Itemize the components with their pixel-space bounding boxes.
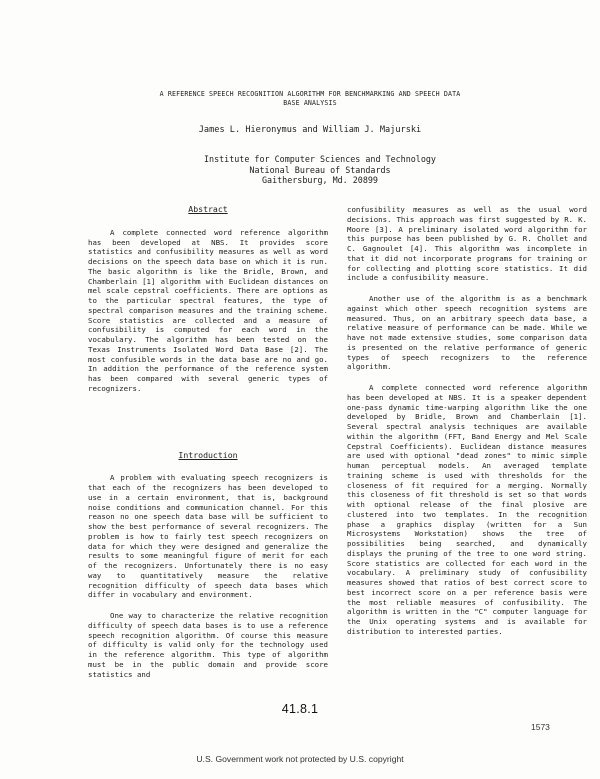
paper-authors: James L. Hieronymus and William J. Majurski bbox=[198, 125, 422, 135]
right-paragraph-2: Another use of the algorithm is as a benchmark against which other speech recognition systems are measured. Thus, on an arbitrary speech data base, a relative measure of performance can be made. While we have not made extensive studies, some comparison data is presented on the relative performance of generic types of speech recognizers to the reference algorithm. bbox=[347, 294, 587, 372]
abstract-paragraph: A complete connected word reference algorithm has been developed at NBS. It provides score statistics and confusibility measures as well as word decisions on the speech data base on which it is run. The basic algorithm is like the Bridle, Brown, and Chamberlain [1] algorithm with Euclidean distances on mel scale cepstral coefficients. There are options as to the particular spectral features, the type of spectral comparison measures and the training scheme. Score statistics are collected and a measure of confusibility is computed for each word in the vocabulary. The algorithm has been tested on the Texas Instruments Isolated Word Data Base [2]. The most confusible words in the data base are no and go. In addition the performance of the reference system has been compared with several generic types of recognizers. bbox=[88, 227, 328, 393]
page-number: 1573 bbox=[531, 722, 550, 732]
intro-paragraph-2: One way to characterize the relative recognition difficulty of speech data bases is to use a reference speech recognition algorithm. Of course this measure of difficulty is valid only for the technology used in the reference algorithm. This type of algorithm must be in the public domain and provide score statistics and bbox=[88, 611, 328, 679]
introduction-heading: Introduction bbox=[178, 449, 238, 460]
right-column bbox=[347, 205, 587, 648]
right-paragraph-3: A complete connected word reference algorithm has been developed at NBS. It is a speaker dependent one-pass dynamic time-warping algorithm like the one developed by Bridle, Brown and Chamberlain [1]. Several spectral analysis techniques are available within the algorithm (FFT, Band Energy and Mel Scale Cepstral Coefficients). Euclidean distance measures are used with optional "dead zones" to mimic simple human perceptual models. An averaged template training scheme is used with thresholds for the closeness of fit required for a merging. Normally this closeness of fit threshold is set so that words with optional release of the final plosive are clustered into two templates. In the recognition phase a graphics display (written for a Sun Microsystems Workstation) shows the tree of possibilities being searched, and dynamically displays the pruning of the tree to one word string. Score statistics are collected for each word in the vocabulary. A preliminary study of confusibility measures showed that ratios of best correct score to best incorrect score on a per reference basis were the most reliable measures of confusibility. The algorithm is written in the "C" computer language for the Unix operating systems and is available for distribution to interested parties. bbox=[347, 383, 587, 636]
abstract-heading: Abstract bbox=[188, 204, 228, 214]
author-affiliation bbox=[150, 154, 490, 186]
session-code: 41.8.1 bbox=[281, 702, 319, 716]
affiliation-location: Gaithersburg, Md. 20899 bbox=[262, 175, 378, 186]
affiliation-bureau: National Bureau of Standards bbox=[249, 164, 391, 175]
copyright-notice: U.S. Government work not protected by U.S. copyright bbox=[196, 754, 404, 764]
affiliation-institute: Institute for Computer Sciences and Technology bbox=[204, 154, 436, 164]
right-paragraph-1: confusibility measures as well as the usual word decisions. This approach was first suggested by R. K. Moore [3]. A preliminary isolated word algorithm for this purpose has been published by G. R. Chollet and C. Gagnoulet [4]. This algorithm was incomplete in that it did not incorporate programs for training or for collecting and plotting score statistics. It did include a confusibility measure. bbox=[347, 205, 587, 283]
section-spacer bbox=[88, 405, 328, 451]
left-column bbox=[88, 205, 328, 690]
paper-title: A REFERENCE SPEECH RECOGNITION ALGORITHM FOR BENCHMARKING AND SPEECH DATA BASE ANALYSIS bbox=[159, 90, 461, 108]
intro-paragraph-1: A problem with evaluating speech recognizers is that each of the recognizers has been developed to use in a certain environment, that is, background noise conditions and communication channel. For this reason no one speech data base will be sufficient to show the best performance of several recognizers. The problem is how to fairly test speech recognizers on data for which they were designed and generalize the results to some meaningful figure of merit for each of the recognizers. Unfortunately there is no easy way to quantitatively measure the relative recognition difficulty of speech data bases which differ in vocabulary and environment. bbox=[88, 473, 328, 600]
